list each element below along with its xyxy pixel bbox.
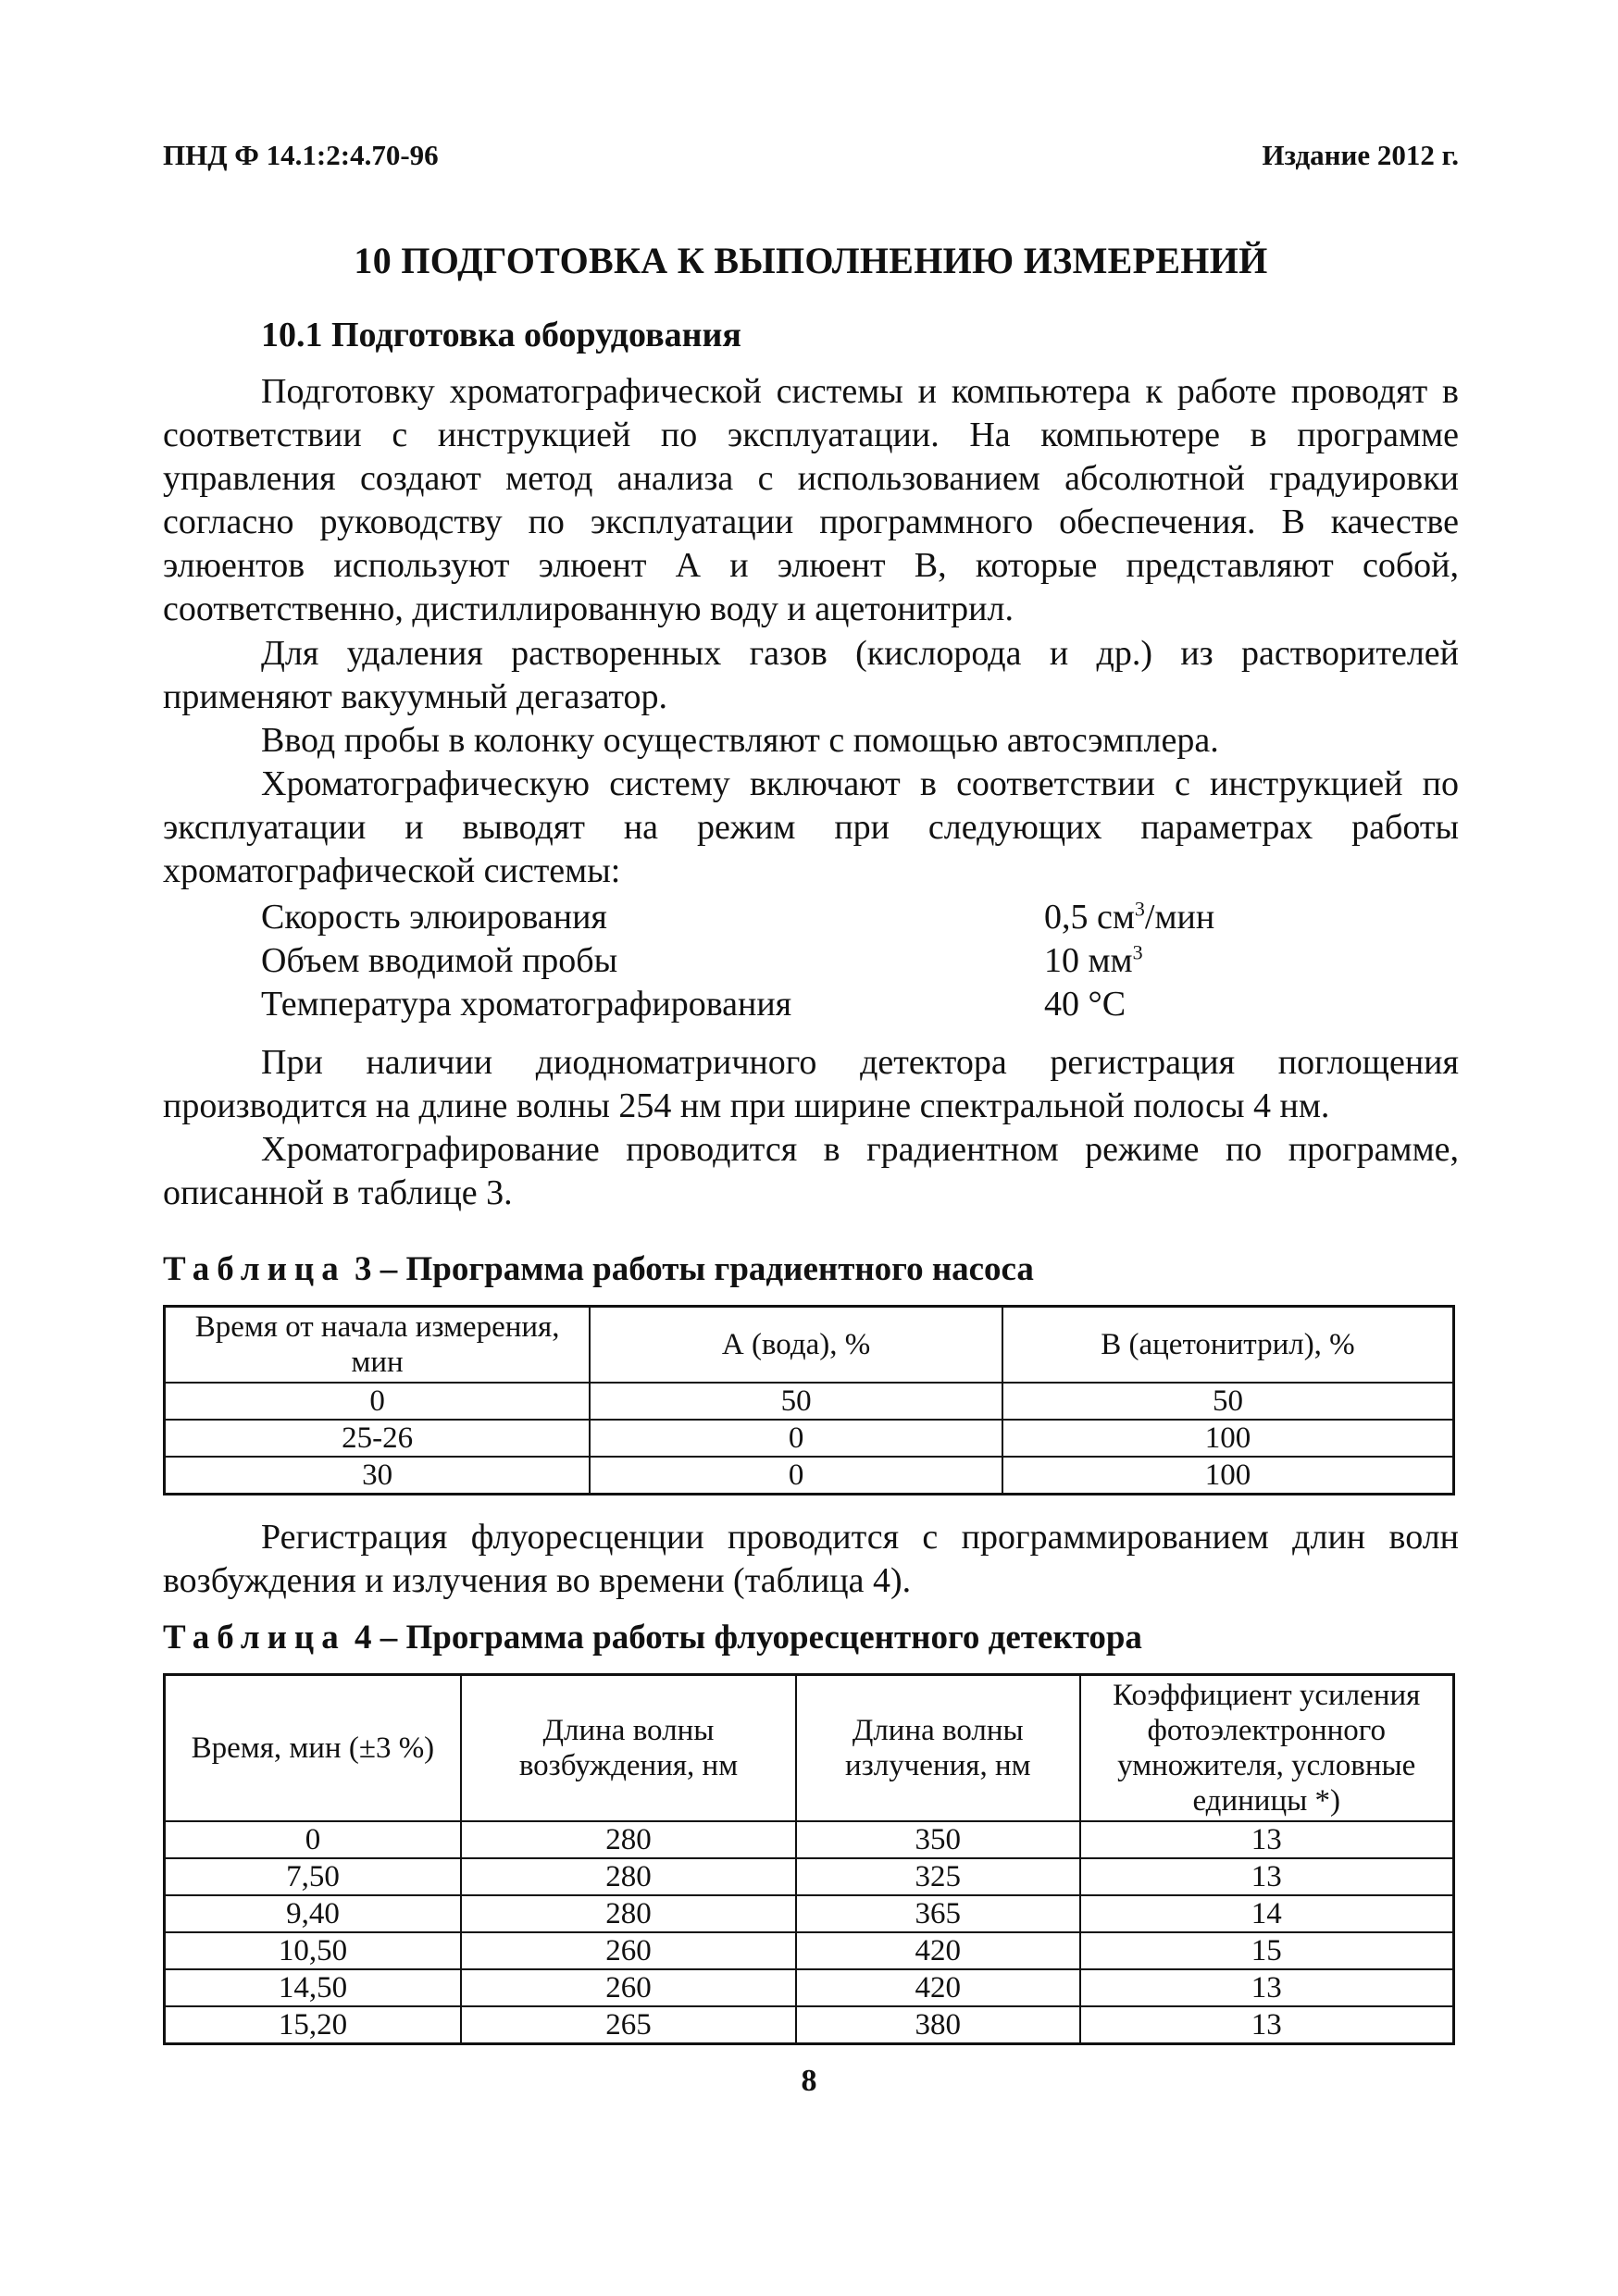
parameter-name: Объем вводимой пробы (261, 941, 618, 980)
table-cell: 0 (165, 1383, 591, 1420)
table-row (165, 1932, 1454, 1969)
table-cell: 420 (796, 1969, 1079, 2006)
table-cell: 10,50 (165, 1932, 461, 1969)
table-row (165, 1969, 1454, 2006)
paragraph-diode-array: При наличии диодноматричного детектора регистрация поглощения производится на длине волны 254 нм при ширине спектральной полосы 4 нм. (163, 1043, 1459, 1125)
table-cell: 25-26 (165, 1420, 591, 1457)
paragraph-system-start: Хроматографическую систему включают в соответствии с инструкцией по эксплуатации и выводят на режим при следующих параметрах работы хроматографической системы: (163, 764, 1459, 890)
column-header: Время от начала измерения, мин (165, 1307, 591, 1384)
section-title: 10 ПОДГОТОВКА К ВЫПОЛНЕНИЮ ИЗМЕРЕНИЙ (354, 240, 1268, 281)
gradient-pump-table (163, 1305, 1455, 1496)
paragraph-gradient-mode: Хроматографирование проводится в градиентном режиме по программе, описанной в таблице 3. (163, 1130, 1459, 1212)
table-cell: 30 (165, 1457, 591, 1495)
table-cell: 9,40 (165, 1895, 461, 1932)
table-row (165, 1420, 1454, 1457)
column-header: А (вода), % (590, 1307, 1002, 1384)
table-cell: 13 (1080, 1969, 1454, 2006)
table-cell: 260 (461, 1932, 796, 1969)
paragraph-equipment-preparation: Подготовку хроматографической системы и компьютера к работе проводят в соответствии с инструкцией по эксплуатации. На компьютере в программе управления создают метод анализа с использованием абсолютной градуировки согласно руководству по эксплуатации программного обеспечения. В качестве элюентов используют элюент А и элюент В, которые представляют собой, соответственно, дистиллированную воду и ацетонитрил. (163, 372, 1459, 628)
table-cell: 15,20 (165, 2006, 461, 2044)
table-cell: 280 (461, 1821, 796, 1858)
edition-label: Издание 2012 г. (1262, 139, 1459, 171)
table-cell: 13 (1080, 2006, 1454, 2044)
table-row (165, 1895, 1454, 1932)
column-header: Время, мин (±3 %) (165, 1675, 461, 1822)
page-number: 8 (801, 2064, 817, 2098)
parameter-row (261, 983, 1279, 1026)
column-header: Длина волны излучения, нм (796, 1675, 1079, 1822)
table-cell: 280 (461, 1858, 796, 1895)
parameter-name: Скорость элюирования (261, 898, 607, 937)
parameter-row (261, 896, 1279, 939)
table3-caption: Таблица 3 – Программа работы градиентного насоса (163, 1250, 1034, 1288)
table-header-row (165, 1675, 1454, 1822)
table-cell: 325 (796, 1858, 1079, 1895)
table-cell: 7,50 (165, 1858, 461, 1895)
table-cell: 13 (1080, 1858, 1454, 1895)
parameter-row (261, 939, 1279, 983)
table-cell: 0 (590, 1457, 1002, 1495)
table-cell: 260 (461, 1969, 796, 2006)
table-cell: 0 (165, 1821, 461, 1858)
fluorescence-detector-table (163, 1673, 1455, 2045)
table-cell: 0 (590, 1420, 1002, 1457)
table-row (165, 1858, 1454, 1895)
table-cell: 50 (1002, 1383, 1454, 1420)
table-cell: 365 (796, 1895, 1079, 1932)
table-row (165, 2006, 1454, 2044)
table-cell: 100 (1002, 1457, 1454, 1495)
table-row (165, 1457, 1454, 1495)
column-header: В (ацетонитрил), % (1002, 1307, 1454, 1384)
table-row (165, 1821, 1454, 1858)
table-cell: 14,50 (165, 1969, 461, 2006)
column-header: Коэффициент усиления фотоэлектронного умножителя, условные единицы *) (1080, 1675, 1454, 1822)
column-header: Длина волны возбуждения, нм (461, 1675, 796, 1822)
parameter-value: 10 $мм^3$ (1044, 940, 1143, 980)
document-code: ПНД Ф 14.1:2:4.70-96 (163, 139, 439, 171)
table-header-row (165, 1307, 1454, 1384)
table-cell: 380 (796, 2006, 1079, 2044)
table-cell: 15 (1080, 1932, 1454, 1969)
table-row (165, 1383, 1454, 1420)
table-cell: 420 (796, 1932, 1079, 1969)
parameter-value: 40 °С (1044, 985, 1126, 1024)
table-cell: 13 (1080, 1821, 1454, 1858)
parameters-list (261, 896, 1279, 1026)
table-cell: 100 (1002, 1420, 1454, 1457)
table4-caption: Таблица 4 – Программа работы флуоресцентного детектора (163, 1619, 1142, 1657)
table-cell: 265 (461, 2006, 796, 2044)
parameter-value: 0,5 $см^3$/мин (1044, 897, 1215, 937)
parameter-name: Температура хроматографирования (261, 985, 792, 1024)
paragraph-degasser: Для удаления растворенных газов (кислорода и др.) из растворителей применяют вакуумный дегазатор. (163, 634, 1459, 716)
table-cell: 14 (1080, 1895, 1454, 1932)
subsection-title: 10.1 Подготовка оборудования (261, 316, 741, 354)
paragraph-autosampler: Ввод пробы в колонку осуществляют с помощью автосэмплера. (261, 721, 1219, 760)
table-cell: 280 (461, 1895, 796, 1932)
table-cell: 350 (796, 1821, 1079, 1858)
paragraph-fluorescence: Регистрация флуоресценции проводится с программированием длин волн возбуждения и излучения во времени (таблица 4). (163, 1518, 1459, 1600)
table-cell: 50 (590, 1383, 1002, 1420)
